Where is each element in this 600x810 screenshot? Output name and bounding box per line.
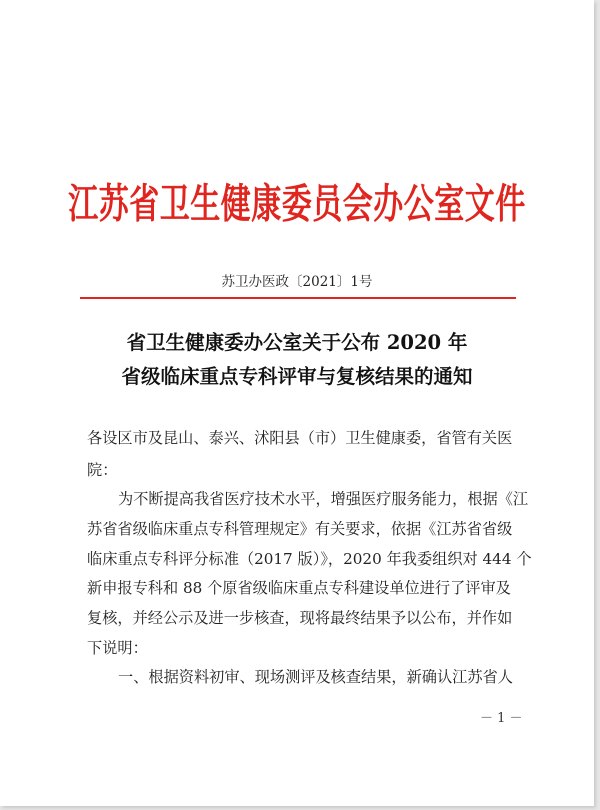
body-line: 一、根据资料初审、现场测评及核查结果，新确认江苏省人 (118, 668, 513, 686)
document-number: 苏卫办医政〔2021〕1号 (221, 274, 373, 290)
body-line: 为不断提高我省医疗技术水平，增强医疗服务能力，根据《江 (118, 490, 529, 508)
body-line: 新申报专科和 88 个原省级临床重点专科建设单位进行了评审及 (87, 579, 511, 597)
body-line: 复核，并经公示及进一步核查，现将最终结果予以公布，并作如 (87, 609, 513, 627)
body-line: 苏省省级临床重点专科管理规定》有关要求，依据《江苏省省级 (87, 520, 513, 538)
body-line: 各设区市及昆山、泰兴、沭阳县（市）卫生健康委，省管有关医 (87, 429, 513, 447)
issuer-header: 江苏省卫生健康委员会办公室文件 (68, 180, 526, 229)
body-line: 临床重点专科评分标准（2017 版）》，2020 年我委组织对 444 个 (87, 550, 532, 568)
red-separator-line (80, 297, 516, 299)
body-line: 下说明： (87, 639, 148, 657)
notice-title-line-1: 省卫生健康委办公室关于公布 2020 年 (126, 331, 468, 354)
notice-title-line-2: 省级临床重点专科评审与复核结果的通知 (121, 365, 473, 388)
page-number: － 1 － (480, 711, 523, 726)
body-line: 院： (87, 461, 118, 479)
